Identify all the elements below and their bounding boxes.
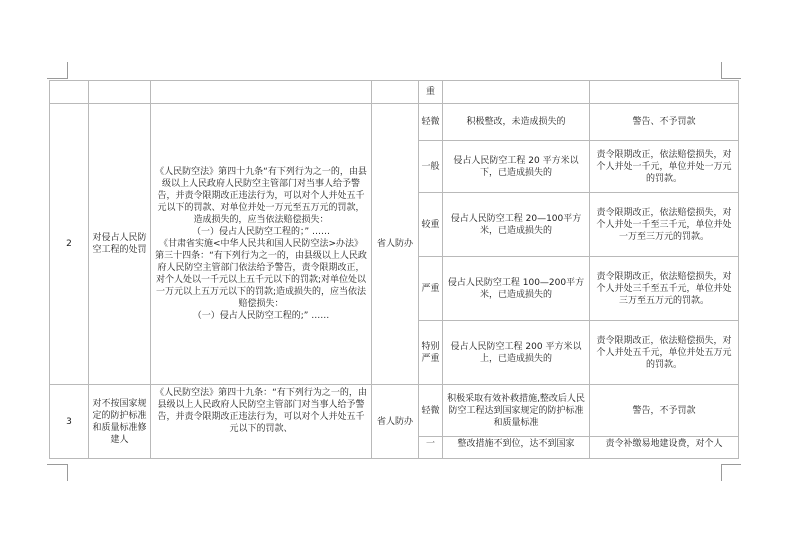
legal-basis-paragraph: 《人民防空法》第四十九条“有下列行为之一的，由县级以上人民政府人民防空主管部门对当事人给予警告，并责令限期改正违法行为，可以对个人并处五千元以下的罚款、对单位并处一万元至五万元的罚款，造成损失的，应当依法赔偿损失： bbox=[155, 167, 367, 225]
table-row bbox=[50, 385, 739, 437]
row-number: 2 bbox=[50, 104, 89, 385]
penalty-cell: 责令限期改正，依法赔偿损失，对个人并处一千至三千元，单位并处一万至三万元的罚款。 bbox=[590, 193, 739, 257]
legal-basis-paragraph: （一）侵占人民防空工程的;” …… bbox=[192, 311, 330, 321]
legal-basis bbox=[151, 104, 372, 385]
level-cell: 重 bbox=[419, 81, 443, 104]
penalty-discretion-table bbox=[49, 80, 739, 459]
crop-mark-bottom-left-v bbox=[67, 464, 68, 481]
circumstance-cell: 侵占人民防空工程 20 平方米以下，已造成损失的 bbox=[443, 141, 590, 193]
cell-empty bbox=[443, 81, 590, 104]
penalty-cell: 责令补缴易地建设费，对个人 bbox=[590, 437, 739, 459]
level-cell: 一般 bbox=[419, 141, 443, 193]
cell-empty bbox=[372, 81, 419, 104]
legal-basis bbox=[151, 385, 372, 459]
penalty-cell: 责令限期改正，依法赔偿损失，对个人并处一千元，单位并处一万元的罚款。 bbox=[590, 141, 739, 193]
penalty-cell: 警告，不予罚款 bbox=[590, 385, 739, 437]
level-cell: 轻微 bbox=[419, 104, 443, 141]
crop-mark-bottom-left-h bbox=[47, 464, 67, 465]
cell-empty bbox=[151, 81, 372, 104]
row-number: 3 bbox=[50, 385, 89, 459]
cell-empty bbox=[590, 81, 739, 104]
crop-mark-top-left-h bbox=[47, 78, 67, 79]
level-cell: 较重 bbox=[419, 193, 443, 257]
crop-mark-top-right-h bbox=[721, 78, 741, 79]
penalty-cell: 警告、不予罚款 bbox=[590, 104, 739, 141]
circumstance-cell: 整改措施不到位，达不到国家 bbox=[443, 437, 590, 459]
legal-basis-paragraph: 《甘肃省实施<中华人民共和国人民防空法>办法》第三十四条：“有下列行为之一的，由县级以上人民政府人民防空主管部门依法给予警告，责令限期改正，对个人处以一千元以上五千元以下的罚款;对单位处以一万元以上五万元以下的罚款;造成损失的，应当依法赔偿损失： bbox=[155, 239, 367, 309]
crop-mark-top-left-v bbox=[67, 62, 68, 79]
enforcement-department: 省人防办 bbox=[372, 385, 419, 459]
level-cell: 特别严重 bbox=[419, 321, 443, 385]
violation-item: 对侵占人民防空工程的处罚 bbox=[89, 104, 151, 385]
penalty-cell: 责令限期改正，依法赔偿损失，对个人并处五千元，单位并处五万元的罚款。 bbox=[590, 321, 739, 385]
table-row-continued bbox=[50, 81, 739, 104]
circumstance-cell: 积极采取有效补救措施,整改后人民防空工程达到国家规定的防护标准和质量标准 bbox=[443, 385, 590, 437]
circumstance-cell: 侵占人民防空工程 100—200平方米，已造成损失的 bbox=[443, 257, 590, 321]
level-cell: 严重 bbox=[419, 257, 443, 321]
level-cell: 轻微 bbox=[419, 385, 443, 437]
enforcement-department: 省人防办 bbox=[372, 104, 419, 385]
circumstance-cell: 侵占人民防空工程 20—100平方米，已造成损失的 bbox=[443, 193, 590, 257]
circumstance-cell: 积极整改，未造成损失的 bbox=[443, 104, 590, 141]
penalty-cell: 责令限期改正，依法赔偿损失，对个人并处三千至五千元，单位并处三万至五万元的罚款。 bbox=[590, 257, 739, 321]
crop-mark-bottom-right-v bbox=[721, 464, 722, 481]
page-bottom-margin bbox=[0, 464, 789, 553]
legal-basis-paragraph: （一）侵占人民防空工程的；” …… bbox=[191, 227, 331, 237]
cell-empty bbox=[50, 81, 89, 104]
violation-item: 对不按国家规定的防护标准和质量标准修建人 bbox=[89, 385, 151, 459]
cell-empty bbox=[89, 81, 151, 104]
level-cell: 一 bbox=[419, 437, 443, 459]
crop-mark-bottom-right-h bbox=[721, 464, 741, 465]
crop-mark-top-right-v bbox=[721, 62, 722, 79]
circumstance-cell: 侵占人民防空工程 200 平方米以上，已造成损失的 bbox=[443, 321, 590, 385]
table-row bbox=[50, 104, 739, 141]
legal-basis-paragraph: 《人民防空法》第四十九条：“有下列行为之一的，由县级以上人民政府人民防空主管部门对当事人给予警告，并责令限期改正违法行为，可以对个人并处五千元以下的罚款、 bbox=[155, 388, 367, 434]
